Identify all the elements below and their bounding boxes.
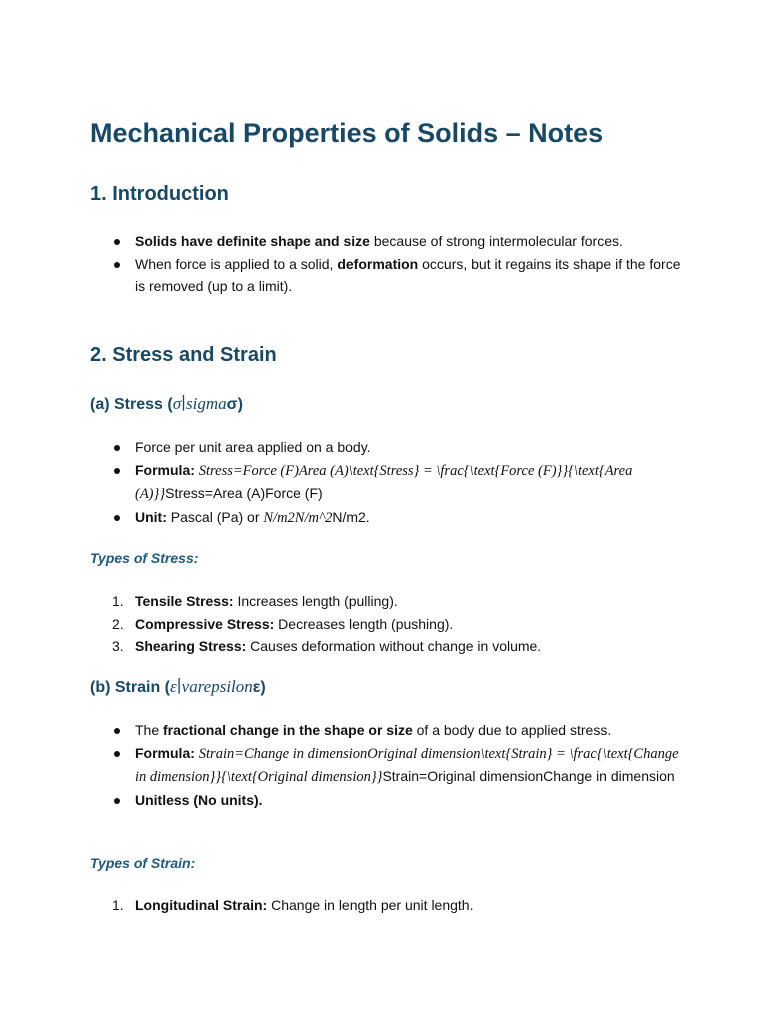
formula-math: Strain=Change in dimensionOriginal dimension\text{Strain} = \frac{\text{Change in dimension}}{\text{Original dimension}}	[135, 745, 679, 785]
types-of-strain-list	[90, 894, 690, 917]
math-text: σ∣sigma	[172, 394, 227, 413]
item-text: Decreases length (pushing).	[274, 615, 454, 632]
list-number: 1.	[112, 593, 124, 609]
bold-text: Longitudinal Strain:	[135, 897, 268, 913]
bullet-icon	[114, 445, 120, 451]
intro-bullet-list	[90, 230, 690, 298]
item-text: The	[135, 722, 164, 738]
bullet-icon	[114, 751, 120, 757]
bold-text: deformation	[337, 255, 419, 272]
strain-bullet-list	[90, 719, 690, 811]
item-text: N/m2.	[332, 508, 370, 525]
bullet-icon	[114, 515, 120, 521]
list-item	[90, 230, 690, 253]
stress-subheading	[90, 393, 243, 416]
heading-text: (b) Strain (	[90, 679, 170, 696]
list-item	[90, 506, 690, 530]
bullet-icon	[114, 728, 120, 734]
item-text: When force is applied to a solid,	[135, 255, 338, 272]
stress-strain-heading: 2. Stress and Strain	[90, 344, 277, 366]
list-item	[90, 436, 690, 459]
heading-text: σ)	[226, 396, 243, 413]
intro-heading: 1. Introduction	[90, 183, 229, 205]
list-number: 2.	[112, 615, 124, 632]
bold-text: Tensile Stress:	[135, 593, 234, 609]
page-title: Mechanical Properties of Solids – Notes	[90, 118, 604, 148]
bold-text: Shearing Stress:	[135, 638, 247, 654]
bold-text: fractional change in the shape or size	[163, 722, 413, 738]
bullet-icon	[114, 239, 120, 245]
types-of-stress-list	[90, 590, 690, 658]
formula-label: Formula:	[135, 744, 195, 761]
item-text: of a body due to applied stress.	[412, 722, 612, 738]
item-text: because of strong intermolecular forces.	[369, 233, 623, 249]
math-text: ε∣varepsilon	[170, 677, 253, 696]
formula-label: Formula:	[135, 461, 195, 478]
item-text: Causes deformation without change in volume.	[246, 638, 542, 654]
item-text: occurs, but it regains its shape if the force is removed (up to a limit).	[135, 255, 681, 294]
list-item	[90, 742, 690, 789]
list-item	[90, 894, 690, 917]
list-item	[90, 590, 690, 613]
item-text: Increases length (pulling).	[233, 593, 398, 609]
list-item	[90, 253, 690, 298]
bold-text: Solids have definite shape and size	[135, 233, 370, 249]
heading-text: (a) Stress (	[90, 396, 173, 413]
list-item	[90, 719, 690, 742]
heading-text: ε)	[252, 679, 266, 696]
unit-label: Unit:	[135, 508, 167, 525]
stress-bullet-list	[90, 436, 690, 529]
bold-text: Unitless (No units).	[135, 791, 263, 808]
item-text: Change in length per unit length.	[267, 897, 474, 913]
bullet-icon	[114, 468, 120, 474]
bold-text: Compressive Stress:	[135, 615, 275, 632]
formula-text: Strain=Original dimensionChange in dimension	[382, 768, 675, 784]
item-text: Pascal (Pa) or	[166, 508, 264, 525]
types-of-stress-heading: Types of Stress:	[90, 550, 199, 566]
list-item	[90, 789, 690, 812]
types-of-strain-heading: Types of Strain:	[90, 855, 196, 871]
strain-subheading	[90, 676, 266, 699]
bullet-icon	[114, 798, 120, 804]
list-item	[90, 613, 690, 636]
item-text: Force per unit area applied on a body.	[135, 439, 371, 455]
bullet-icon	[114, 262, 120, 268]
list-item	[90, 635, 690, 658]
formula-text: Stress=Area (A)Force (F)	[165, 485, 323, 501]
list-number: 1.	[112, 897, 124, 913]
list-item	[90, 459, 690, 506]
list-number: 3.	[112, 638, 124, 654]
unit-math: N/m2N/m^2	[263, 509, 333, 526]
formula-math: Stress=Force (F)Area (A)\text{Stress} = \frac{\text{Force (F)}}{\text{Area (A)}}	[135, 462, 633, 502]
